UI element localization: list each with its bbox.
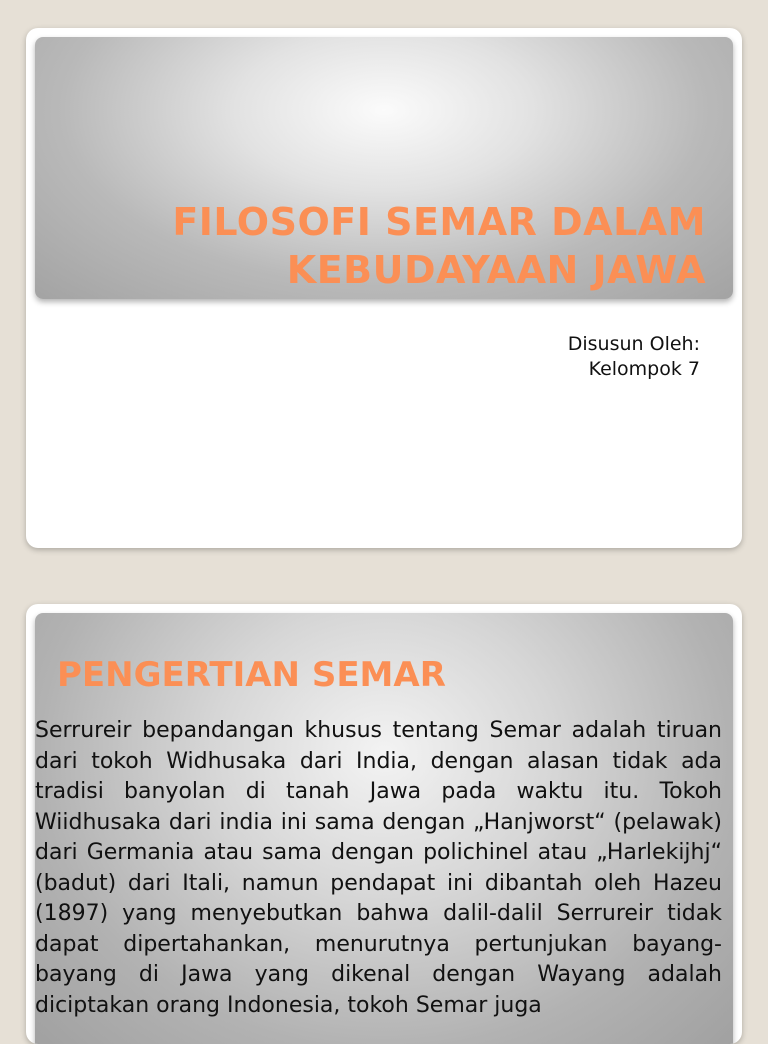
author-group: Kelompok 7 [588,358,700,380]
author-label: Disusun Oleh: [567,333,700,355]
slide-title-line-1: FILOSOFI SEMAR DALAM [172,200,706,244]
slide-title-line-2: KEBUDAYAAN JAWA [286,248,706,292]
author-block [568,332,700,382]
content-background [35,613,733,1044]
slide-body-text: Serrureir bepandangan khusus tentang Semar adalah tiruan dari tokoh Widhusaka dari India, dengan alasan tidak ada tradisi banyolan di tanah Jawa pada waktu itu. Tokoh Wiidhusaka dari india ini sama dengan „Hanjworst“ (pelawak) dari Germania atau sama dengan polichinel atau „Harlekijhj“ (badut) dari Itali, namun pendapat ini dibantah oleh Hazeu (1897) yang menyebutkan bahwa dalil-dalil Serrureir tidak dapat dipertahankan, menurutnya pertunjukan bayang-bayang di Jawa yang dikenal dengan Wayang adalah diciptakan orang Indonesia, tokoh Semar juga [35,718,722,1018]
content-slide [26,604,742,1044]
title-slide [26,28,742,548]
slide-heading: PENGERTIAN SEMAR [57,655,446,695]
slide-title [172,198,706,294]
